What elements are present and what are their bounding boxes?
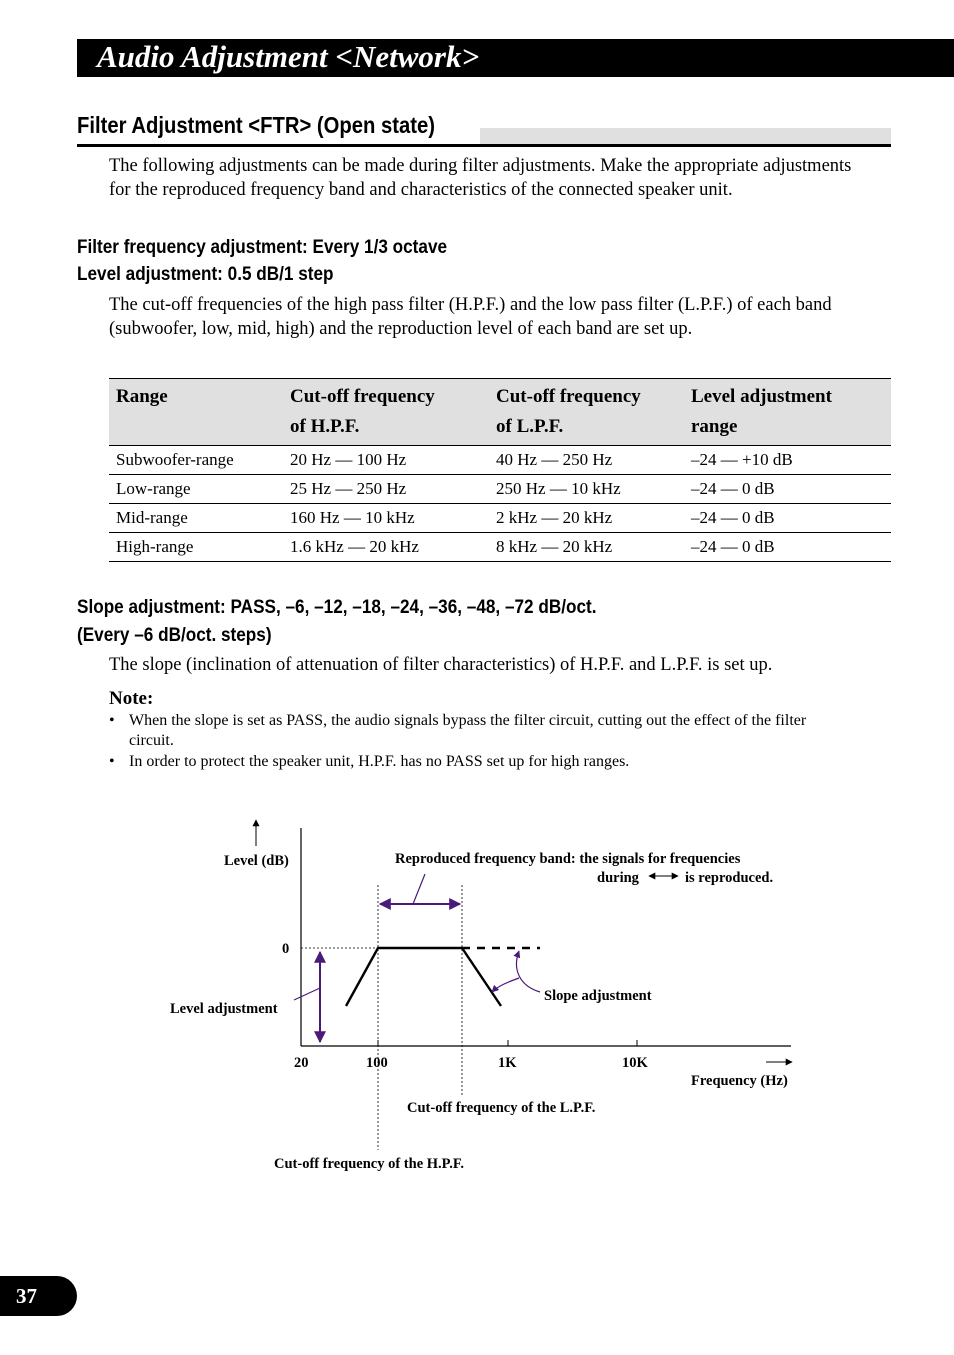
frequency-axis-label: Frequency (Hz) [691, 1073, 788, 1089]
table-cell: High-range [109, 533, 283, 562]
table-cell: 1.6 kHz — 20 kHz [283, 533, 489, 562]
page-number: 37 [16, 1284, 37, 1308]
level-adjustment-label: Level adjustment [170, 1001, 278, 1017]
x-tick-label: 10K [622, 1055, 648, 1071]
x-tick-label: 100 [366, 1055, 388, 1071]
table-cell: Low-range [109, 475, 283, 504]
table-cell: Mid-range [109, 504, 283, 533]
header-lpf: Cut-off frequency of L.P.F. [496, 386, 641, 437]
table-cell: 8 kHz — 20 kHz [489, 533, 684, 562]
section-title: Filter Adjustment <FTR> (Open state) [77, 112, 435, 138]
table-cell: 40 Hz — 250 Hz [489, 446, 684, 475]
table-cell: 20 Hz — 100 Hz [283, 446, 489, 475]
note-title: Note: [109, 688, 154, 709]
freq-paragraph: The cut-off frequencies of the high pass filter (H.P.F.) and the low pass filter (L.P.F.) of each band (subwoofer, low, mid, high) and the reproduction level of each band are set up. [109, 295, 832, 339]
lpf-cutoff-label: Cut-off frequency of the L.P.F. [407, 1100, 596, 1116]
level-axis-label: Level (dB) [224, 853, 289, 869]
x-tick-label: 20 [294, 1055, 309, 1071]
table-cell: 160 Hz — 10 kHz [283, 504, 489, 533]
slope-paragraph: The slope (inclination of attenuation of filter characteristics) of H.P.F. and L.P.F. is set up. [109, 655, 773, 675]
slope-subheading: (Every –6 dB/oct. steps) [77, 624, 272, 646]
band-label-during: during [597, 870, 639, 886]
slope-adjustment-label: Slope adjustment [544, 988, 652, 1004]
level-label-leader [294, 988, 320, 1000]
table-cell: –24 — 0 dB [684, 504, 891, 533]
band-label-leader [413, 874, 425, 904]
hpf-cutoff-label: Cut-off frequency of the H.P.F. [274, 1156, 464, 1172]
level-heading: Level adjustment: 0.5 dB/1 step [77, 263, 334, 285]
header-hpf: Cut-off frequency of H.P.F. [290, 386, 435, 437]
table-cell: 25 Hz — 250 Hz [283, 475, 489, 504]
header-level: Level adjustment range [691, 386, 832, 437]
intro-paragraph: The following adjustments can be made during filter adjustments. Make the appropriate adjustments for the reproduced frequency band and characteristics of the connected speaker unit. [109, 156, 852, 200]
zero-level-label: 0 [282, 941, 290, 957]
table-cell: –24 — 0 dB [684, 475, 891, 504]
filter-response-curve [346, 948, 501, 1006]
slope-arc-tail [492, 978, 519, 992]
bullet-icon: • [109, 712, 115, 729]
bullet-icon: • [109, 753, 115, 770]
table-cell: 250 Hz — 10 kHz [489, 475, 684, 504]
note-item-text: In order to protect the speaker unit, H.P.F. has no PASS set up for high ranges. [129, 753, 630, 770]
band-label-line1: Reproduced frequency band: the signals for frequencies [395, 851, 741, 867]
page-number-tab [0, 1276, 77, 1316]
table-cell: –24 — 0 dB [684, 533, 891, 562]
header-range: Range [116, 386, 168, 407]
x-tick-label: 1K [498, 1055, 517, 1071]
page-header-title: Audio Adjustment <Network> [97, 39, 480, 74]
table-cell: Subwoofer-range [109, 446, 283, 475]
table-cell: –24 — +10 dB [684, 446, 891, 475]
table-cell: 2 kHz — 20 kHz [489, 504, 684, 533]
slope-heading: Slope adjustment: PASS, –6, –12, –18, –24, –36, –48, –72 dB/oct. [77, 596, 597, 618]
freq-heading: Filter frequency adjustment: Every 1/3 octave [77, 236, 448, 258]
note-item-text: When the slope is set as PASS, the audio signals bypass the filter circuit, cutting out the effect of the filter circuit. [129, 712, 807, 749]
slope-adjustment-arc [517, 951, 540, 992]
band-label-end: is reproduced. [685, 870, 774, 886]
